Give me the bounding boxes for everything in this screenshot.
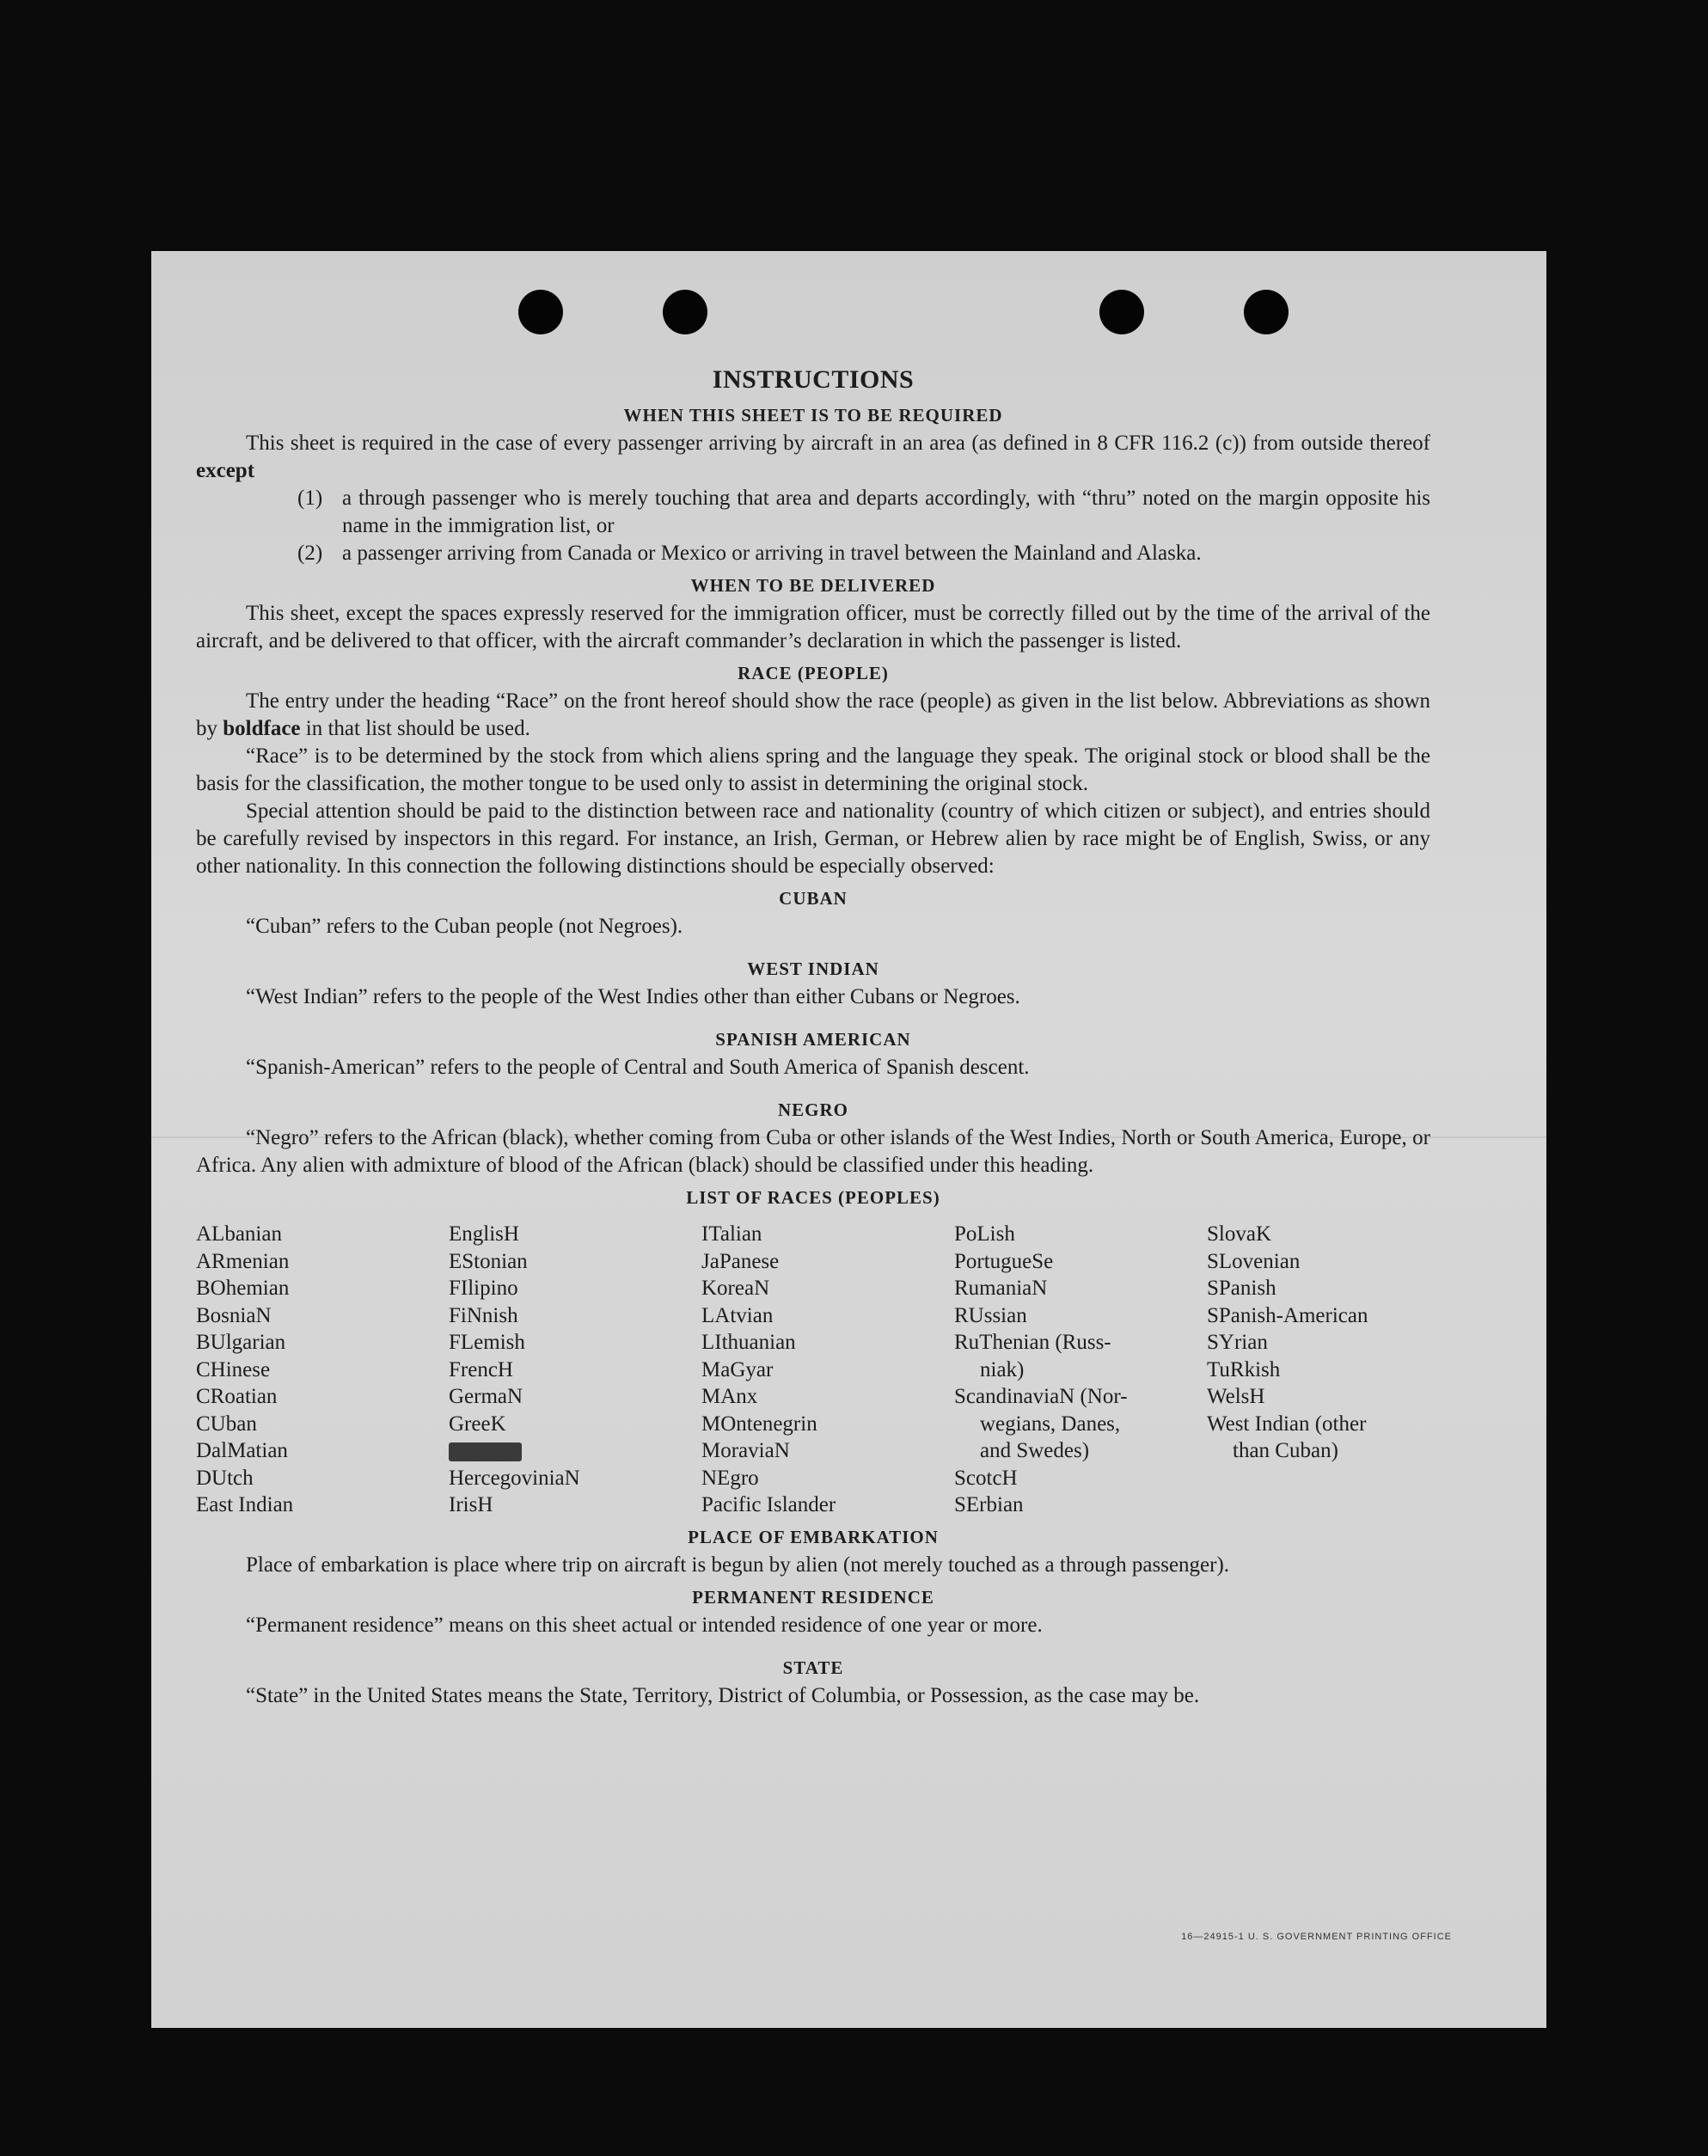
race-entry: West Indian (other <box>1207 1412 1367 1436</box>
race-entry: HercegoviniaN <box>449 1466 580 1490</box>
heading-race: RACE (PEOPLE) <box>738 663 889 683</box>
exception-item-1 <box>196 485 1430 540</box>
heading-spanish-american: SPANISH AMERICAN <box>715 1029 911 1050</box>
required-intro-text: This sheet is required in the case of every passenger arriving by aircraft in an area (as defined in 8 CFR 116.2 (c)) from outside thereof <box>246 432 1430 455</box>
permanent-residence-text: “Permanent residence” means on this sheet actual or intended residence of one year or more. <box>246 1613 1043 1637</box>
race-entry: ALbanian <box>196 1222 282 1246</box>
race-paragraph-2: “Race” is to be determined by the stock from which aliens spring and the language they speak. The original stock or blood shall be the basis for the classification, the mother tongue to be used only to assist in determining the original stock. <box>196 744 1430 795</box>
races-column-4 <box>954 1221 1207 1519</box>
race-entry: ARmenian <box>196 1249 290 1273</box>
race-entry: MAnx <box>701 1385 758 1408</box>
race-entry: DalMatian <box>196 1439 288 1462</box>
required-intro <box>196 430 1430 485</box>
race-entry: PortugueSe <box>954 1249 1054 1273</box>
race-entry: IrisH <box>449 1493 493 1516</box>
race-entry: SlovaK <box>1207 1222 1271 1246</box>
race-p1-text: The entry under the heading “Race” on the front hereof should show the race (people) as given in the list below. Abbreviations as shown by <box>196 689 1430 740</box>
race-entry: RumaniaN <box>954 1277 1048 1300</box>
race-p1-boldface: boldface <box>223 717 301 740</box>
race-entry: ScotcH <box>954 1466 1018 1490</box>
race-entry: GermaN <box>449 1385 523 1408</box>
exception-item-2 <box>196 540 1430 567</box>
heading-embarkation: PLACE OF EMBARKATION <box>688 1526 939 1547</box>
redacted-race-entry: HebreW <box>449 1440 522 1464</box>
state-text: “State” in the United States means the State, Territory, District of Columbia, or Possession, as the case may be. <box>246 1683 1200 1707</box>
heading-required: WHEN THIS SHEET IS TO BE REQUIRED <box>623 405 1003 426</box>
race-entry: KoreaN <box>701 1277 770 1300</box>
race-entry: JaPanese <box>701 1249 780 1273</box>
race-entry: CHinese <box>196 1357 271 1381</box>
required-except: except <box>196 459 255 482</box>
printing-office-code: 16—24915-1 U. S. GOVERNMENT PRINTING OFFICE <box>1181 1932 1452 1942</box>
heading-delivered: WHEN TO BE DELIVERED <box>690 575 936 596</box>
race-entry: EnglisH <box>449 1222 519 1246</box>
exception-number: (2) <box>297 542 323 565</box>
race-p1-tail: in that list should be used. <box>305 717 530 740</box>
race-entry: WelsH <box>1207 1385 1265 1408</box>
instructions-content <box>196 363 1430 1710</box>
document-sheet <box>151 251 1546 2028</box>
race-entry: ScandinaviaN (Nor- <box>954 1385 1128 1408</box>
heading-permanent-residence: PERMANENT RESIDENCE <box>692 1586 934 1608</box>
races-column-1 <box>196 1221 449 1519</box>
race-entry: MoraviaN <box>701 1439 790 1462</box>
exception-text: a through passenger who is merely touching that area and departs accordingly, with “thru” noted on the margin opposite his name in the immigration list, or <box>342 487 1430 537</box>
delivered-text: This sheet, except the spaces expressly reserved for the immigration officer, must be correctly filled out by the time of the arrival of the aircraft, and be delivered to that officer, with the aircraft commander’s declaration in which the passenger is listed. <box>196 602 1430 652</box>
race-entry: LAtvian <box>701 1303 774 1327</box>
race-entry: SYrian <box>1207 1331 1268 1354</box>
heading-cuban: CUBAN <box>779 888 848 909</box>
race-entry: Pacific Islander <box>701 1493 836 1516</box>
race-entry: MOntenegrin <box>701 1412 817 1436</box>
race-paragraph-1 <box>196 688 1430 743</box>
cuban-text: “Cuban” refers to the Cuban people (not Negroes). <box>246 915 683 938</box>
page-title: INSTRUCTIONS <box>712 365 915 394</box>
race-entry: DUtch <box>196 1466 254 1490</box>
race-entry-continued: wegians, Danes, <box>980 1412 1121 1436</box>
race-entry-continued: and Swedes) <box>980 1439 1090 1462</box>
races-column-2 <box>449 1221 701 1519</box>
heading-list-of-races: LIST OF RACES (PEOPLES) <box>686 1187 940 1208</box>
race-entry: MaGyar <box>701 1357 774 1381</box>
west-indian-text: “West Indian” refers to the people of the West Indies other than either Cubans or Negroes. <box>246 985 1020 1008</box>
race-entry: GreeK <box>449 1412 506 1436</box>
race-entry: EStonian <box>449 1249 528 1273</box>
race-entry: BOhemian <box>196 1277 290 1300</box>
heading-state: STATE <box>782 1657 844 1678</box>
race-entry: RUssian <box>954 1303 1027 1327</box>
race-entry: FIlipino <box>449 1277 518 1300</box>
race-entry-continued: niak) <box>980 1357 1025 1381</box>
races-list <box>196 1221 1430 1519</box>
race-entry: SPanish-American <box>1207 1303 1368 1327</box>
race-entry: CUban <box>196 1412 257 1436</box>
race-entry: SErbian <box>954 1493 1024 1516</box>
race-paragraph-3: Special attention should be paid to the distinction between race and nationality (country of which citizen or subject), and entries should be carefully revised by inspectors in this regard. For instance, an Irish, German, or Hebrew alien by race might be of English, Swiss, or any other nationality. In this connection the following distinctions should be especially observed: <box>196 799 1430 878</box>
punch-hole-1 <box>518 290 563 334</box>
race-entry: PoLish <box>954 1222 1015 1246</box>
race-entry: FrencH <box>449 1357 513 1381</box>
embarkation-text: Place of embarkation is place where trip on aircraft is begun by alien (not merely touched as a through passenger). <box>246 1553 1230 1577</box>
races-column-5 <box>1207 1221 1430 1519</box>
exception-number: (1) <box>297 487 323 510</box>
punch-hole-2 <box>663 290 707 334</box>
race-entry: RuThenian (Russ- <box>954 1331 1111 1354</box>
race-entry: FLemish <box>449 1331 525 1354</box>
race-entry: NEgro <box>701 1466 759 1490</box>
heading-west-indian: WEST INDIAN <box>747 959 879 979</box>
negro-text: “Negro” refers to the African (black), whether coming from Cuba or other islands of the West Indies, North or South America, Europe, or Africa. Any alien with admixture of blood of the African (black) should be classified under this heading. <box>196 1126 1430 1177</box>
race-entry: East Indian <box>196 1493 294 1516</box>
race-entry: BosniaN <box>196 1303 272 1327</box>
punch-hole-4 <box>1244 290 1289 334</box>
race-entry: FiNnish <box>449 1303 518 1327</box>
race-entry: TuRkish <box>1207 1357 1281 1381</box>
race-entry: SLovenian <box>1207 1249 1301 1273</box>
heading-negro: NEGRO <box>777 1099 848 1120</box>
race-entry: ITalian <box>701 1222 762 1246</box>
race-entry-continued: than Cuban) <box>1233 1439 1338 1462</box>
race-entry: BUlgarian <box>196 1331 286 1354</box>
race-entry: SPanish <box>1207 1277 1276 1300</box>
spanish-american-text: “Spanish-American” refers to the people of Central and South America of Spanish descent. <box>246 1056 1030 1079</box>
race-entry: LIthuanian <box>701 1331 796 1354</box>
races-column-3 <box>701 1221 954 1519</box>
race-entry: CRoatian <box>196 1385 278 1408</box>
punch-hole-3 <box>1099 290 1144 334</box>
exception-text: a passenger arriving from Canada or Mexico or arriving in travel between the Mainland and Alaska. <box>342 542 1202 565</box>
race-entry-struck-out <box>449 1437 701 1465</box>
